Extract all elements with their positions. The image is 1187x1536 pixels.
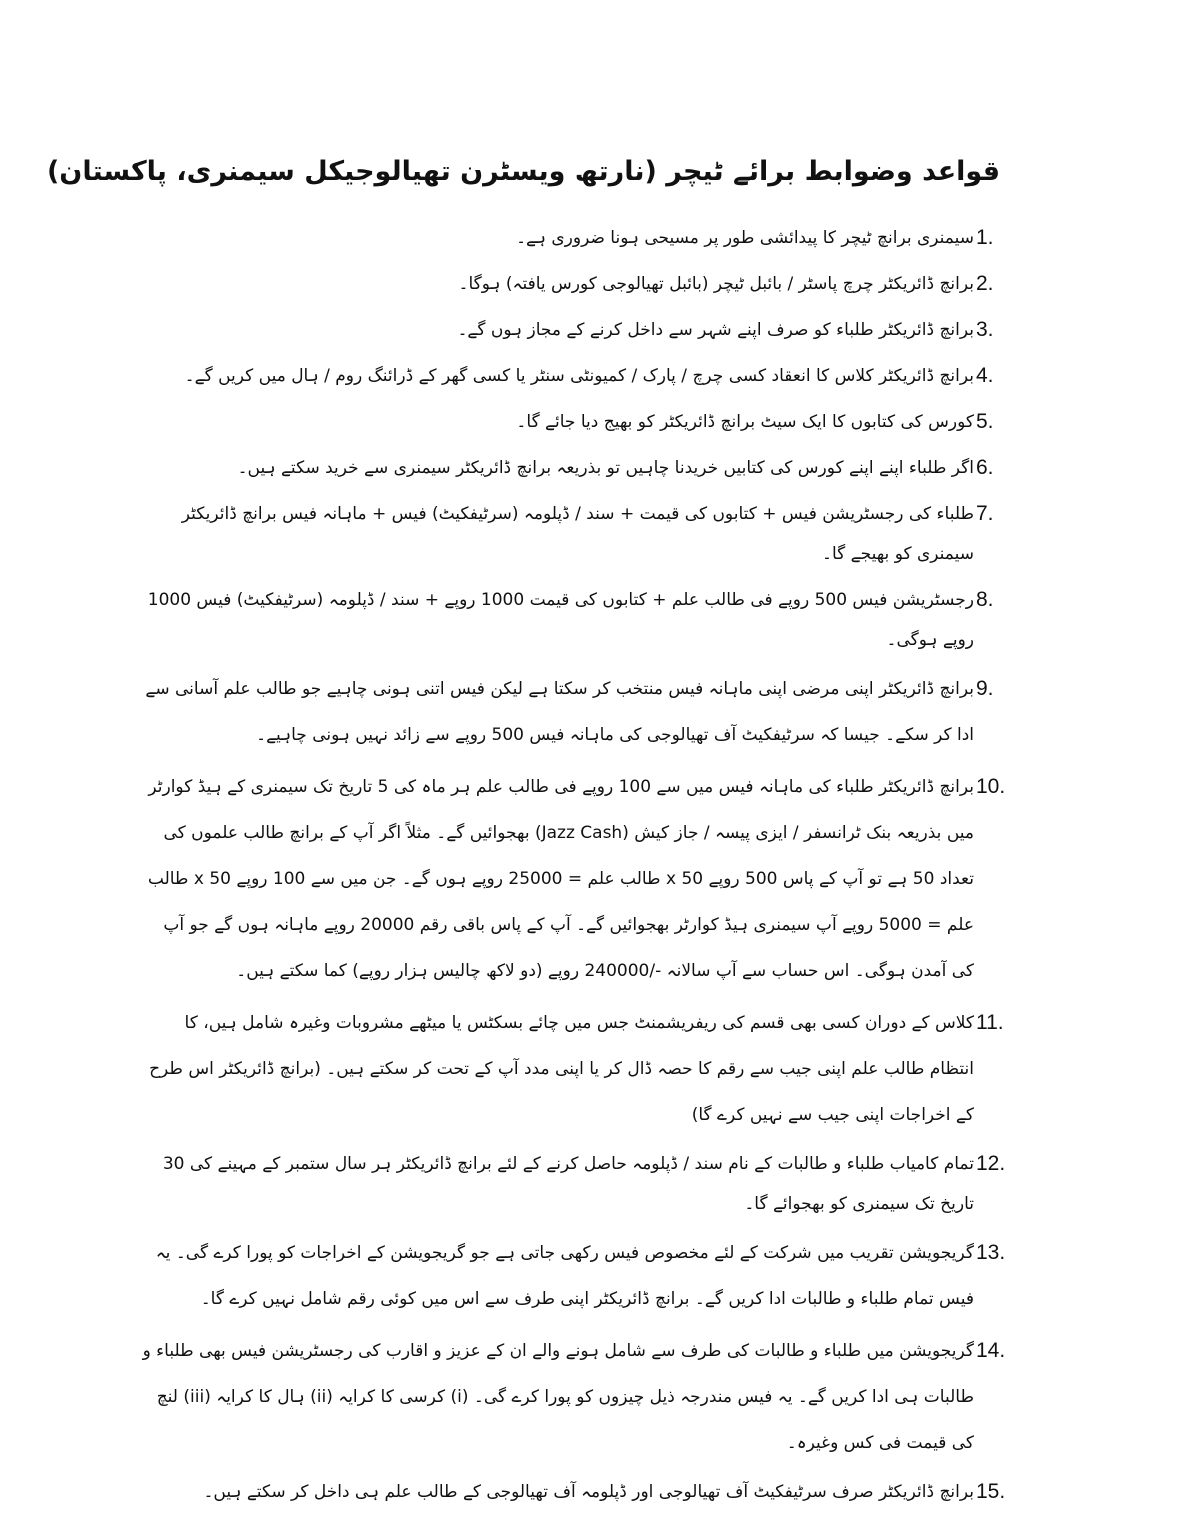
rule-item-4 (140, 356, 1020, 396)
rule-number: 1. (976, 226, 994, 249)
rule-number: 8. (976, 588, 994, 611)
rule-text: برانچ ڈائریکٹر چرچ پاسٹر / بائبل ٹیچر (بائبل تھیالوجی کورس یافتہ) ہوگا۔ (458, 274, 974, 294)
rule-item-15 (140, 1472, 1020, 1512)
rule-number: 12. (976, 1152, 1006, 1175)
document-title: قواعد وضوابط برائے ٹیچر (نارتھ ویسٹرن تھیالوجیکل سیمنری، پاکستان) (46, 156, 1000, 187)
rule-number: 15. (976, 1480, 1006, 1503)
rule-text: برانچ ڈائریکٹر طلباء کو صرف اپنے شہر سے داخل کرنے کے مجاز ہوں گے۔ (457, 320, 974, 340)
rule-number: 4. (976, 364, 994, 387)
rule-text: تمام کامیاب طلباء و طالبات کے نام سند / ڈپلومہ حاصل کرنے کے لئے برانچ ڈائریکٹر ہر سال ستمبر کے مہینے کی 30 تاریخ تک سیمنری کو بھجوائے گا۔ (162, 1154, 974, 1214)
rule-item-7 (140, 494, 1020, 574)
rules-list (140, 218, 1020, 1518)
rule-number: 2. (976, 272, 994, 295)
rule-text: برانچ ڈائریکٹر اپنی مرضی اپنی ماہانہ فیس منتخب کر سکتا ہے لیکن فیس اتنی ہونی چاہیے جو طالب علم آسانی سے ادا کر سکے۔ جیسا کہ سرٹیفکیٹ آف تھیالوجی کی ماہانہ فیس 500 روپے سے زائد نہیں ہونی چاہیے۔ (145, 679, 974, 745)
rule-item-11 (140, 1000, 1020, 1138)
rule-number: 9. (976, 677, 994, 700)
rule-number: 5. (976, 410, 994, 433)
rule-item-8 (140, 580, 1020, 660)
rule-text: گریجویشن میں طلباء و طالبات کی طرف سے شامل ہونے والے ان کے عزیز و اقارب کی رجسٹریشن فیس بھی طلباء و طالبات ہی ادا کریں گے۔ یہ فیس مندرجہ ذیل چیزوں کو پورا کرے گی۔ (i) کرسی کا کرایہ (ii) ہال کا کرایہ (iii) لنچ کی قیمت فی کس وغیرہ۔ (142, 1341, 974, 1453)
rule-item-5 (140, 402, 1020, 442)
rule-number: 3. (976, 318, 994, 341)
rule-item-6 (140, 448, 1020, 488)
rule-text: کلاس کے دوران کسی بھی قسم کی ریفریشمنٹ جس میں چائے بسکٹس یا میٹھے مشروبات وغیرہ شامل ہیں، کا انتظام طالب علم اپنی جیب سے رقم کا حصہ ڈال کر یا اپنی مدد آپ کے تحت کر سکتے ہیں۔ (برانچ ڈائریکٹر اس طرح کے اخراجات اپنی جیب سے نہیں کرے گا) (149, 1013, 974, 1125)
rule-text: رجسٹریشن فیس 500 روپے فی طالب علم + کتابوں کی قیمت 1000 روپے + سند / ڈپلومہ (سرٹیفکیٹ) فیس 1000 روپے ہوگی۔ (147, 590, 974, 650)
rule-number: 11. (976, 1011, 1004, 1034)
rule-item-9 (140, 666, 1020, 758)
rule-text: طلباء کی رجسٹریشن فیس + کتابوں کی قیمت + سند / ڈپلومہ (سرٹیفکیٹ) فیس + ماہانہ فیس برانچ ڈائریکٹر سیمنری کو بھیجے گا۔ (181, 504, 974, 564)
rule-text: سیمنری برانچ ٹیچر کا پیدائشی طور پر مسیحی ہونا ضروری ہے۔ (516, 228, 974, 248)
rule-number: 6. (976, 456, 994, 479)
rule-text: اگر طلباء اپنے اپنے کورس کی کتابیں خریدنا چاہیں تو بذریعہ برانچ ڈائریکٹر سیمنری سے خرید سکتے ہیں۔ (237, 458, 974, 478)
rule-item-10 (140, 764, 1020, 994)
rule-text: گریجویشن تقریب میں شرکت کے لئے مخصوص فیس رکھی جاتی ہے جو گریجویشن کے اخراجات کو پورا کرے گی۔ یہ فیس تمام طلباء و طالبات ادا کریں گے۔ برانچ ڈائریکٹر اپنی طرف سے اس میں کوئی رقم شامل نہیں کرے گا۔ (155, 1243, 974, 1309)
rule-item-14 (140, 1328, 1020, 1466)
rule-item-3 (140, 310, 1020, 350)
rule-text: برانچ ڈائریکٹر طلباء کی ماہانہ فیس میں سے 100 روپے فی طالب علم ہر ماہ کی 5 تاریخ تک سیمنری کے ہیڈ کوارٹر میں بذریعہ بنک ٹرانسفر / ایزی پیسہ / جاز کیش (Jazz Cash) بھجوائیں گے۔ مثلاً اگر آپ کے برانچ طالب علموں کی تعداد 50 ہے تو آپ کے پاس 500 روپے x 50 طالب علم = 25000 روپے ہوں گے۔ جن میں سے 100 روپے x 50 طالب علم = 5000 روپے آپ سیمنری ہیڈ کوارٹر بھجوائیں گے۔ آپ کے پاس باقی رقم 20000 روپے ماہانہ ہوں گے جو آپ کی آمدن ہوگی۔ اس حساب سے آپ سالانہ -/240000 روپے (دو لاکھ چالیس ہزار روپے) کما سکتے ہیں۔ (147, 777, 974, 981)
rule-text: برانچ ڈائریکٹر کلاس کا انعقاد کسی چرچ / پارک / کمیونٹی سنٹر یا کسی گھر کے ڈرائنگ روم / ہال میں کریں گے۔ (184, 366, 974, 386)
rule-item-13 (140, 1230, 1020, 1322)
rule-item-1 (140, 218, 1020, 258)
rule-number: 14. (976, 1339, 1006, 1362)
rule-number: 13. (976, 1241, 1006, 1264)
rule-number: 7. (976, 502, 994, 525)
rule-item-2 (140, 264, 1020, 304)
rule-text: کورس کی کتابوں کا ایک سیٹ برانچ ڈائریکٹر کو بھیج دیا جائے گا۔ (516, 412, 974, 432)
rule-item-12 (140, 1144, 1020, 1224)
rule-number: 10. (976, 775, 1006, 798)
rule-text: برانچ ڈائریکٹر صرف سرٹیفکیٹ آف تھیالوجی اور ڈپلومہ آف تھیالوجی کے طالب علم ہی داخل کر سکتے ہیں۔ (203, 1482, 974, 1502)
